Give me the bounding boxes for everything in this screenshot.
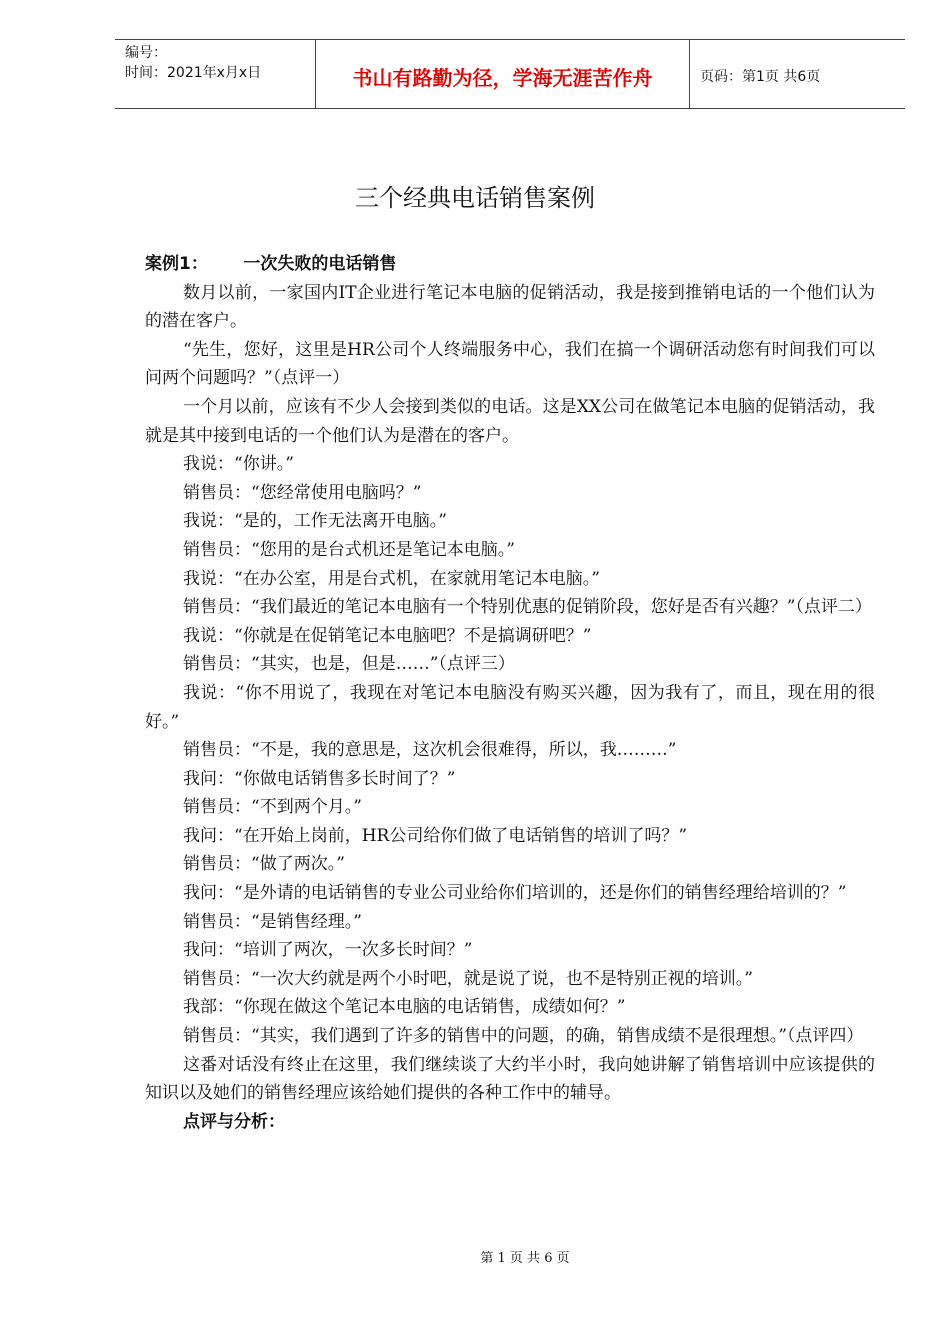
page-header <box>115 39 905 109</box>
time-label: 时间：2021年x月x日 <box>125 65 262 81</box>
paragraph: 销售员：“是销售经理。” <box>183 911 362 932</box>
paragraph: 销售员：“您经常使用电脑吗？” <box>183 482 422 503</box>
paragraph: 我问：“是外请的电话销售的专业公司业给你们培训的，还是你们的销售经理给培训的？” <box>183 883 847 904</box>
comment-heading: 点评与分析： <box>183 1111 285 1132</box>
paragraph: 我问：“在开始上岗前，HR公司给你们做了电话销售的培训了吗？” <box>183 825 688 846</box>
paragraph: 销售员：“其实，我们遇到了许多的销售中的问题，的确，销售成绩不是很理想。”（点评四） <box>183 1026 864 1047</box>
paragraph: 销售员：“不是，我的意思是，这次机会很难得，所以，我………” <box>183 740 677 761</box>
document-body <box>145 250 875 1136</box>
paragraph: 销售员：“做了两次。” <box>183 854 345 875</box>
paragraph: 销售员：“不到两个月。” <box>183 797 362 818</box>
document-title: 三个经典电话销售案例 <box>355 184 595 212</box>
paragraph: 我部：“你现在做这个笔记本电脑的电话销售，成绩如何？” <box>183 997 626 1018</box>
case-heading: 案例1： 一次失败的电话销售 <box>145 254 397 274</box>
paragraph: 我说：“你不用说了，我现在对笔记本电脑没有购买兴趣，因为我有了，而且，现在用的很好。” <box>145 682 875 732</box>
paragraph: 我说：“你就是在促销笔记本电脑吧？不是搞调研吧？” <box>183 625 592 646</box>
header-info-cell <box>115 40 316 108</box>
case-paragraphs <box>145 279 875 1108</box>
serial-label: 编号： <box>125 45 167 61</box>
page-number-label: 页码：第1页 共6页 <box>700 69 821 85</box>
paragraph: 销售员：“我们最近的笔记本电脑有一个特别优惠的促销阶段，您好是否有兴趣？”（点评二） <box>183 597 872 618</box>
paragraph: 我说：“在办公室，用是台式机，在家就用笔记本电脑。” <box>183 568 600 589</box>
paragraph: 数月以前，一家国内IT企业进行笔记本电脑的促销活动，我是接到推销电话的一个他们认为的潜在客户。 <box>145 282 875 332</box>
paragraph: 我问：“培训了两次，一次多长时间？” <box>183 940 473 961</box>
paragraph: 我说：“是的，工作无法离开电脑。” <box>183 511 447 532</box>
paragraph: 销售员：“您用的是台式机还是笔记本电脑。” <box>183 539 515 560</box>
paragraph: 一个月以前，应该有不少人会接到类似的电话。这是XX公司在做笔记本电脑的促销活动，我就是其中接到电话的一个他们认为是潜在的客户。 <box>145 396 875 446</box>
page-footer: 第 1 页 共 6 页 <box>480 1251 570 1266</box>
paragraph: 销售员：“一次大约就是两个小时吧，就是说了说，也不是特别正视的培训。” <box>183 968 753 989</box>
motto: 书山有路勤为径，学海无涯苦作舟 <box>352 66 653 90</box>
paragraph: 这番对话没有终止在这里，我们继续谈了大约半小时，我向她讲解了销售培训中应该提供的知识以及她们的销售经理应该给她们提供的各种工作中的辅导。 <box>145 1054 875 1104</box>
header-page-cell <box>690 40 905 108</box>
paragraph: 销售员：“其实，也是，但是……”（点评三） <box>183 654 515 675</box>
header-motto-cell <box>316 40 690 108</box>
paragraph: 我问：“你做电话销售多长时间了？” <box>183 768 456 789</box>
paragraph: 我说：“你讲。” <box>183 454 294 475</box>
paragraph: “先生，您好，这里是HR公司个人终端服务中心，我们在搞一个调研活动您有时间我们可以问两个问题吗？”（点评一） <box>145 339 875 389</box>
